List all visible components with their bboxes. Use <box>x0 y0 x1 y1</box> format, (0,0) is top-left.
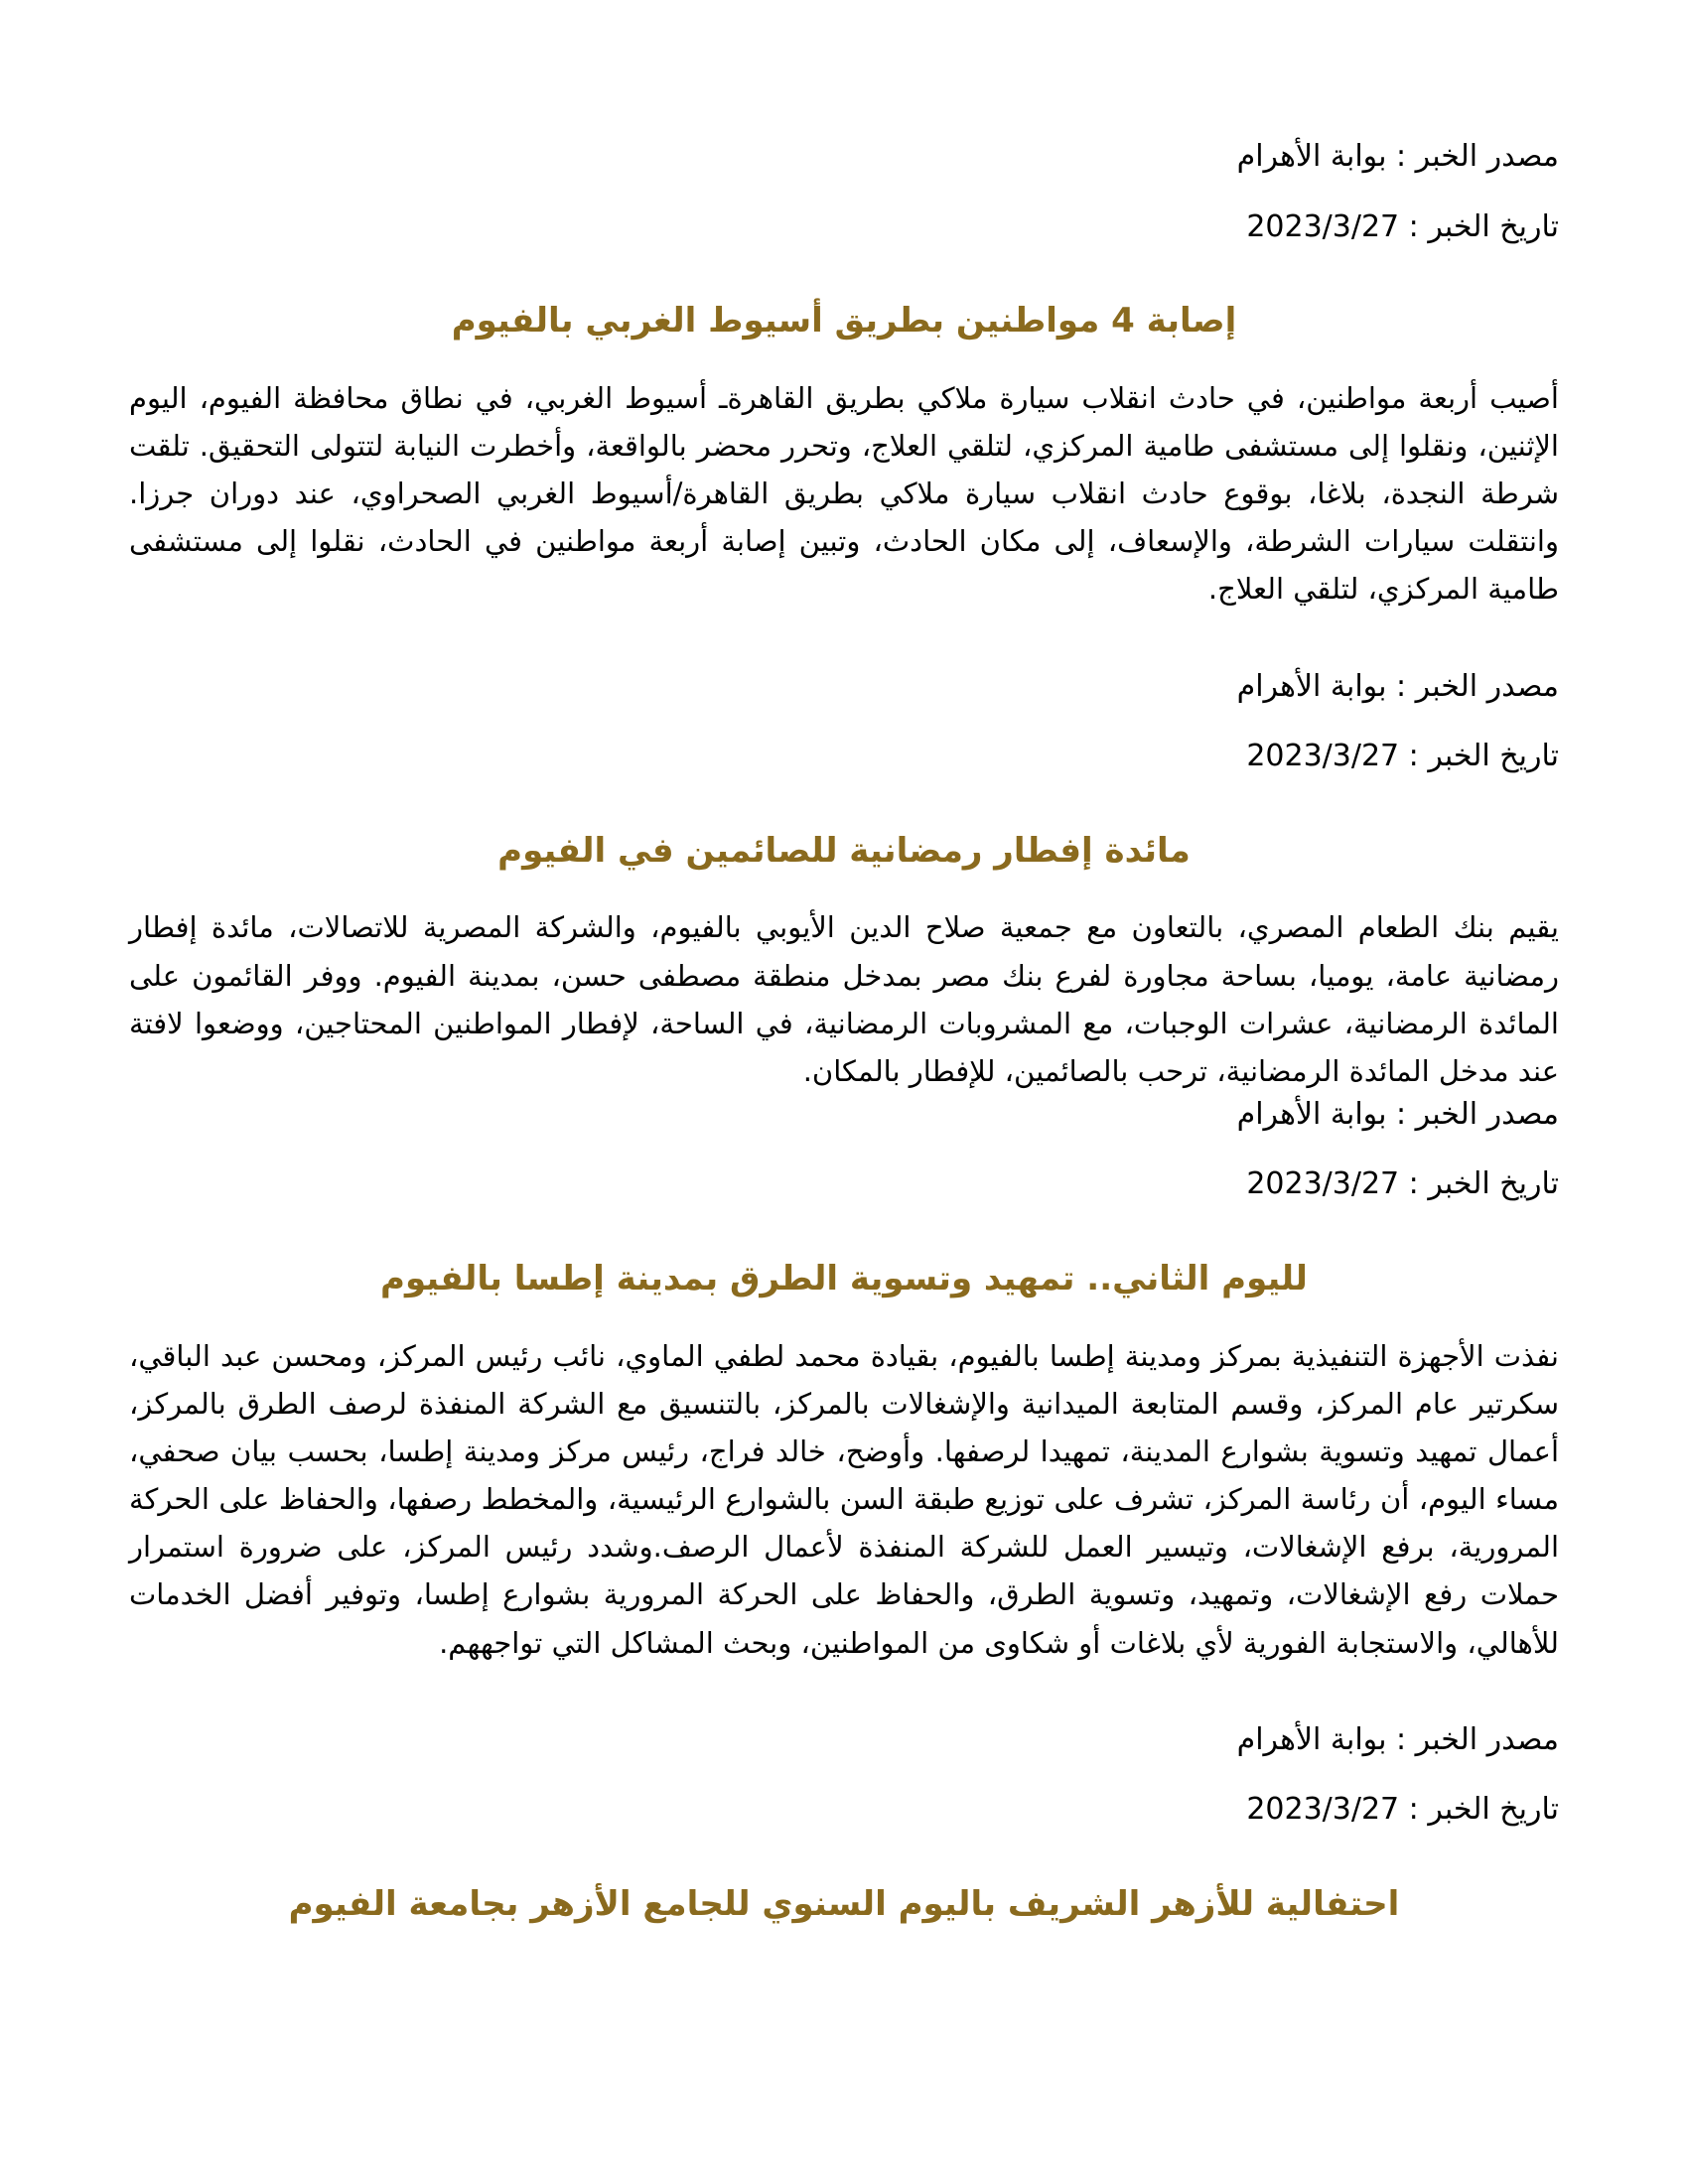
article-headline: إصابة 4 مواطنين بطريق أسيوط الغربي بالفيوم <box>451 301 1237 341</box>
news-source: مصدر الخبر : بوابة الأهرام <box>1236 1096 1559 1132</box>
news-date: تاريخ الخبر : 2023/3/27 <box>1246 208 1559 244</box>
article-block-3 <box>129 1095 1559 1667</box>
news-date: تاريخ الخبر : 2023/3/27 <box>1246 1166 1559 1202</box>
news-source: مصدر الخبر : بوابة الأهرام <box>1236 668 1559 704</box>
news-date: تاريخ الخبر : 2023/3/27 <box>1246 1792 1559 1828</box>
article-headline: احتفالية للأزهر الشريف باليوم السنوي للجامع الأزهر بجامعة الفيوم <box>288 1883 1400 1924</box>
news-source: مصدر الخبر : بوابة الأهرام <box>1236 139 1559 174</box>
article-body: نفذت الأجهزة التنفيذية بمركز ومدينة إطسا بالفيوم، بقيادة محمد لطفي الماوي، نائب رئيس المركز، ومحسن عبد الباقي، سكرتير عام المركز، وقسم المتابعة الميدانية والإشغالات بالمركز، بالتنسيق مع الشركة المنفذة لرصف الطرق بالمركز، أعمال تمهيد وتسوية بشوارع المدينة، تمهيدا لرصفها. وأوضح، خالد فراج، رئيس مركز ومدينة إطسا، بحسب بيان صحفي، مساء اليوم، أن رئاسة المركز، تشرف على توزيع طبقة السن بالشوارع الرئيسية، والمخطط رصفها، والحفاظ على الحركة المرورية، برفع الإشغالات، وتيسير العمل للشركة المنفذة لأعمال الرصف.وشدد رئيس المركز، على ضرورة استمرار حملات رفع الإشغالات، وتمهيد، وتسوية الطرق، والحفاظ على الحركة المرورية بشوارع إطسا، وتوفير أفضل الخدمات للأهالي، والاستجابة الفورية لأي بلاغات أو شكاوى من المواطنين، وبحث المشاكل التي تواجههم. <box>129 1338 1559 1660</box>
article-body: أصيب أربعة مواطنين، في حادث انقلاب سيارة ملاكي بطريق القاهرةـ أسيوط الغربي، في نطاق محافظة الفيوم، اليوم الإثنين، ونقلوا إلى مستشفى طامية المركزي، لتلقي العلاج، وتحرر محضر بالواقعة، وأخطرت النيابة لتتولى التحقيق. تلقت شرطة النجدة، بلاغا، بوقوع حادث انقلاب سيارة ملاكي بطريق القاهرة/أسيوط الغربي الصحراوي، عند دوران جرزا. وانتقلت سيارات الشرطة، والإسعاف، إلى مكان الحادث، وتبين إصابة أربعة مواطنين في الحادث، نقلوا إلى مستشفى طامية المركزي، لتلقي العلاج. <box>129 380 1559 607</box>
news-source: مصدر الخبر : بوابة الأهرام <box>1236 1721 1559 1757</box>
article-headline: مائدة إفطار رمضانية للصائمين في الفيوم <box>497 830 1191 871</box>
article-block-4 <box>129 1720 1559 1928</box>
article-headline: لليوم الثاني.. تمهيد وتسوية الطرق بمدينة إطسا بالفيوم <box>380 1258 1308 1298</box>
news-date: تاريخ الخبر : 2023/3/27 <box>1246 739 1559 774</box>
article-block-2 <box>129 667 1559 1095</box>
article-block-1 <box>129 137 1559 614</box>
article-body: يقيم بنك الطعام المصري، بالتعاون مع جمعية صلاح الدين الأيوبي بالفيوم، والشركة المصرية للاتصالات، مائدة إفطار رمضانية عامة، يوميا، بساحة مجاورة لفرع بنك مصر بمدخل منطقة مصطفى حسن، بمدينة الفيوم. ووفر القائمون على المائدة الرمضانية، عشرات الوجبات، مع المشروبات الرمضانية، في الساحة، لإفطار المواطنين المحتاجين، ووضعوا لافتة عند مدخل المائدة الرمضانية، ترحب بالصائمين، للإفطار بالمكان. <box>129 910 1559 1088</box>
